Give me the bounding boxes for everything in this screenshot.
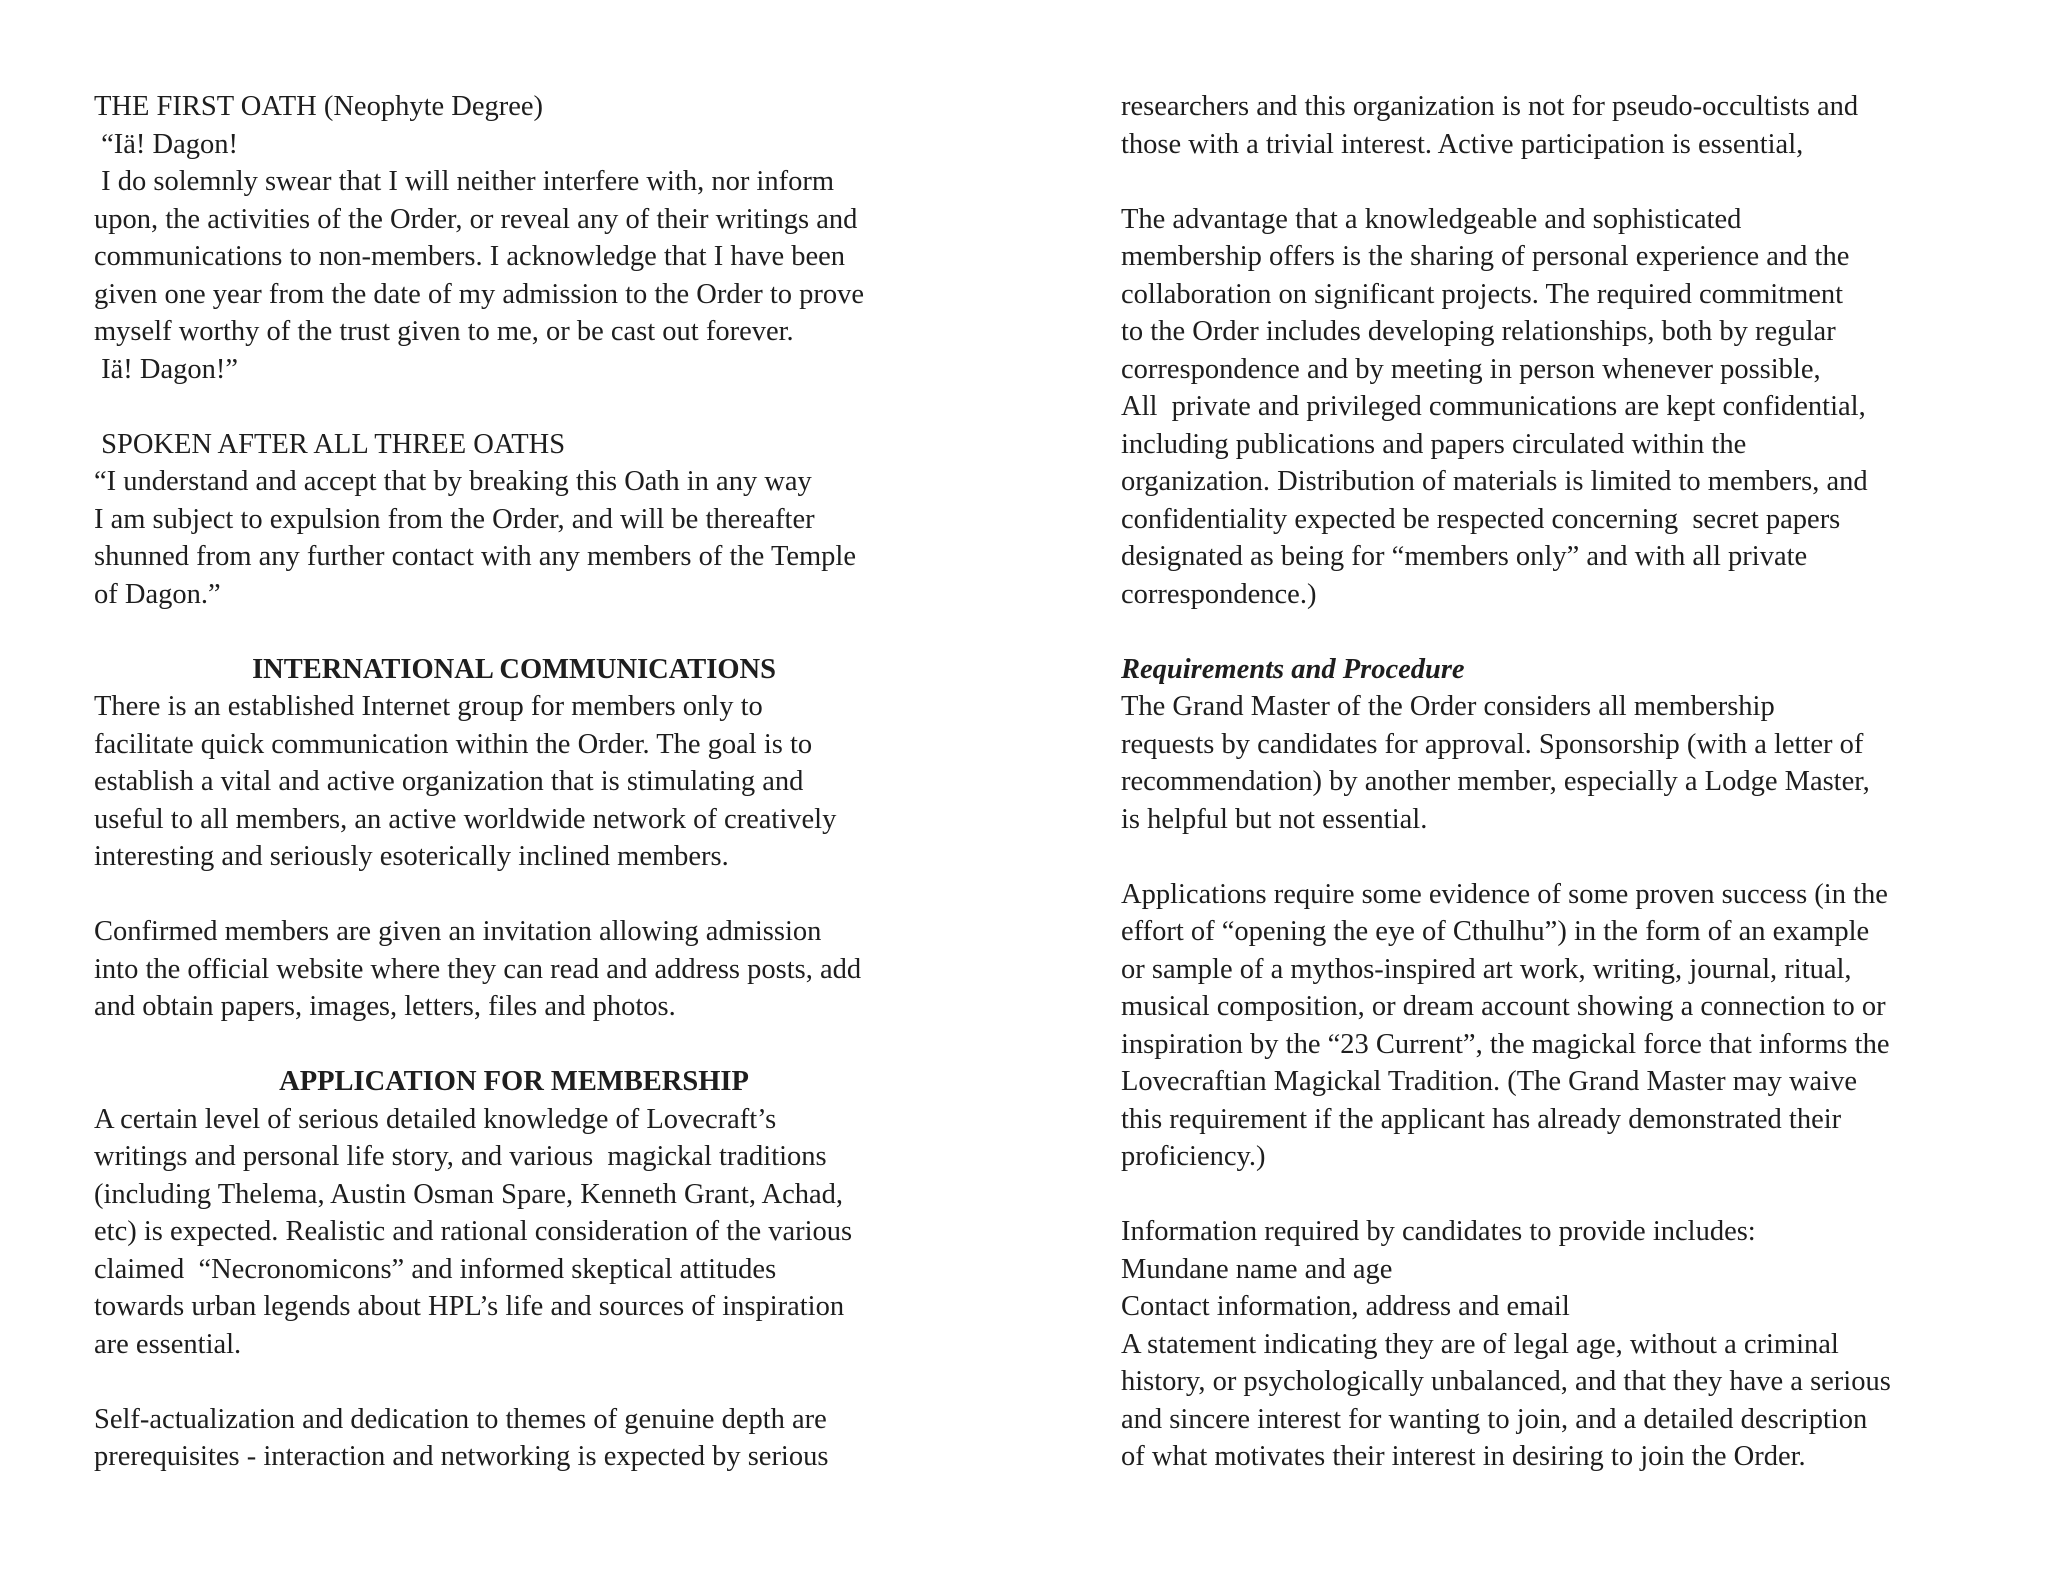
advantage-text xyxy=(1121,201,1991,614)
advantage-line: to the Order includes developing relationships, both by regular xyxy=(1121,316,1836,347)
requirements-line: is helpful but not essential. xyxy=(1121,803,1428,835)
application-line: (including Thelema, Austin Osman Spare, Kenneth Grant, Achad, xyxy=(94,1178,844,1210)
applications-text xyxy=(1121,876,1991,1176)
info-line: of what motivates their interest in desiring to join the Order. xyxy=(1121,1441,1806,1472)
advantage-line: All private and privileged communications are kept confidential, xyxy=(1121,391,1866,422)
spoken-line: “I understand and accept that by breaking this Oath in any way xyxy=(94,466,812,497)
spoken-title: SPOKEN AFTER ALL THREE OATHS xyxy=(94,428,566,460)
spoken-line: I am subject to expulsion from the Order, and will be thereafter xyxy=(94,503,815,535)
oath-line: myself worthy of the trust given to me, or be cast out forever. xyxy=(94,316,794,347)
spoken-text xyxy=(94,463,954,613)
application-text xyxy=(94,1101,954,1364)
application-line: etc) is expected. Realistic and rational consideration of the various xyxy=(94,1216,853,1247)
info-line: and sincere interest for wanting to join, and a detailed description xyxy=(1121,1403,1868,1435)
oath-text xyxy=(94,126,954,389)
application-line: are essential. xyxy=(94,1328,242,1360)
intl-line: useful to all members, an active worldwide network of creatively xyxy=(94,803,837,835)
requirements-procedure-heading: Requirements and Procedure xyxy=(1121,653,1465,685)
spoken-line: of Dagon.” xyxy=(94,578,221,610)
applications-line: proficiency.) xyxy=(1121,1141,1266,1172)
continued-text xyxy=(1121,88,1991,163)
paragraph-gap xyxy=(94,613,954,651)
paragraph-gap xyxy=(1121,838,1991,876)
oath-title: THE FIRST OATH (Neophyte Degree) xyxy=(94,91,544,122)
intl-line: facilitate quick communication within the Order. The goal is to xyxy=(94,728,813,760)
paragraph-gap xyxy=(94,1026,954,1064)
application-line: claimed “Necronomicons” and informed skeptical attitudes xyxy=(94,1253,777,1285)
application-line: A certain level of serious detailed knowledge of Lovecraft’s xyxy=(94,1103,777,1135)
international-communications-text xyxy=(94,688,954,876)
advantage-line: correspondence.) xyxy=(1121,578,1317,610)
applications-line: inspiration by the “23 Current”, the magickal force that informs the xyxy=(1121,1028,1890,1060)
advantage-line: designated as being for “members only” and with all private xyxy=(1121,541,1808,572)
oath-line: “Iä! Dagon! xyxy=(94,128,239,160)
requirements-line: requests by candidates for approval. Sponsorship (with a letter of xyxy=(1121,728,1864,760)
info-line: Mundane name and age xyxy=(1121,1253,1393,1285)
applications-line: Lovecraftian Magickal Tradition. (The Grand Master may waive xyxy=(1121,1066,1858,1097)
paragraph-gap xyxy=(94,876,954,914)
right-column xyxy=(1121,88,1991,1476)
applications-line: this requirement if the applicant has already demonstrated their xyxy=(1121,1103,1842,1135)
info-line: A statement indicating they are of legal age, without a criminal xyxy=(1121,1328,1839,1360)
application-line: towards urban legends about HPL’s life and sources of inspiration xyxy=(94,1291,845,1322)
oath-line: I do solemnly swear that I will neither interfere with, nor inform xyxy=(94,166,834,197)
info-line: Contact information, address and email xyxy=(1121,1291,1570,1322)
advantage-line: correspondence and by meeting in person whenever possible, xyxy=(1121,353,1821,385)
paragraph-gap xyxy=(1121,613,1991,651)
intl-line: There is an established Internet group for members only to xyxy=(94,691,763,722)
left-column xyxy=(94,88,954,1476)
advantage-line: collaboration on significant projects. The required commitment xyxy=(1121,278,1844,310)
applications-line: or sample of a mythos-inspired art work, writing, journal, ritual, xyxy=(1121,953,1852,985)
intl-line: establish a vital and active organization that is stimulating and xyxy=(94,766,804,797)
continued-line: those with a trivial interest. Active participation is essential, xyxy=(1121,128,1804,160)
self-actualization-text xyxy=(94,1401,954,1476)
advantage-line: The advantage that a knowledgeable and sophisticated xyxy=(1121,203,1742,235)
applications-line: Applications require some evidence of some proven success (in the xyxy=(1121,878,1888,910)
advantage-line: confidentiality expected be respected concerning secret papers xyxy=(1121,503,1841,535)
application-line: writings and personal life story, and various magickal traditions xyxy=(94,1141,827,1172)
confirmed-line: into the official website where they can read and address posts, add xyxy=(94,953,862,985)
advantage-line: organization. Distribution of materials is limited to members, and xyxy=(1121,466,1868,497)
international-communications-heading: INTERNATIONAL COMMUNICATIONS xyxy=(252,653,776,685)
paragraph-gap xyxy=(94,388,954,426)
confirmed-members-text xyxy=(94,913,954,1026)
paragraph-gap xyxy=(1121,163,1991,201)
confirmed-line: and obtain papers, images, letters, files and photos. xyxy=(94,991,676,1022)
confirmed-line: Confirmed members are given an invitation allowing admission xyxy=(94,916,822,947)
oath-line: Iä! Dagon!” xyxy=(94,353,239,385)
information-required-text xyxy=(1121,1213,1991,1476)
self-line: prerequisites - interaction and networking is expected by serious xyxy=(94,1441,829,1472)
info-line: Information required by candidates to provide includes: xyxy=(1121,1216,1756,1247)
info-line: history, or psychologically unbalanced, and that they have a serious xyxy=(1121,1366,1891,1397)
requirements-line: recommendation) by another member, especially a Lodge Master, xyxy=(1121,766,1870,797)
requirements-line: The Grand Master of the Order considers all membership xyxy=(1121,691,1775,722)
oath-line: upon, the activities of the Order, or reveal any of their writings and xyxy=(94,203,858,235)
oath-line: communications to non-members. I acknowledge that I have been xyxy=(94,241,846,272)
advantage-line: including publications and papers circulated within the xyxy=(1121,428,1747,460)
applications-line: musical composition, or dream account showing a connection to or xyxy=(1121,991,1886,1022)
intl-line: interesting and seriously esoterically inclined members. xyxy=(94,841,729,872)
requirements-text xyxy=(1121,688,1991,838)
paragraph-gap xyxy=(1121,1176,1991,1214)
continued-line: researchers and this organization is not for pseudo-occultists and xyxy=(1121,91,1859,122)
applications-line: effort of “opening the eye of Cthulhu”) in the form of an example xyxy=(1121,916,1870,947)
advantage-line: membership offers is the sharing of personal experience and the xyxy=(1121,241,1850,272)
paragraph-gap xyxy=(94,1363,954,1401)
spoken-line: shunned from any further contact with any members of the Temple xyxy=(94,541,856,572)
oath-line: given one year from the date of my admission to the Order to prove xyxy=(94,278,865,310)
self-line: Self-actualization and dedication to themes of genuine depth are xyxy=(94,1403,827,1435)
application-membership-heading: APPLICATION FOR MEMBERSHIP xyxy=(279,1066,749,1097)
